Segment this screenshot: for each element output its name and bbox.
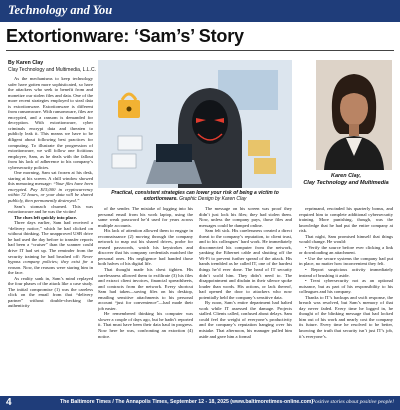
article-column-4 [299,206,393,390]
author-photo [316,60,392,170]
author-name: Karen Clay, [330,173,362,179]
publication-info: The Baltimore Times / The Annapolis Times, September 12 - 18, 2025 (www.baltimoretimes-online.com) [60,399,314,405]
c4-p6: Thanks to IT’s backups and swift response, the breach was resolved, but Sam’s memory of that day never faded. Every time he logged in, he thought of the blinking message that had locked him out of his work and nearly cost the company its future. Every time he resolved to be better, knowing the truth that security isn’t just IT’s job, it’s everyone’s. [299,294,393,339]
author-title: Clay Technology and Multimedia [303,179,389,186]
hooded-hacker-illustration [98,60,292,188]
article-column-3 [199,206,292,390]
c1-p1-text: One morning, Sam sat frozen at his desk, staring at his screen. A chill window showed this menacing message: [8,170,93,187]
hacker-illustration [98,60,292,188]
c1-p1 [8,170,93,203]
illustration-caption [98,190,292,202]
c2-p3: He remembered thinking his computer was slower a couple of days ago, but he hadn’t reported it. That must have been their data haul in progress. Now here he was, confronting an extortion (4) notice. [98,311,193,339]
c4-p5: • Treat cybersecurity not as an optional nuisance, but as part of his responsibility to his colleagues and his company. [299,278,393,295]
article-headline: Extortionware: ‘Sam’s’ Story [6,26,244,46]
page-number: 4 [6,397,12,408]
article-column-2 [98,206,193,390]
c4-p4: • Report suspicious activity immediately instead of brushing it aside. [299,267,393,278]
author-portrait [316,60,392,170]
author-organization: Clay Technology and Multimedia, L.L.C. [8,67,97,73]
c1-p5-tail: Now, the reasons were staring him in the face. [8,264,93,276]
c1-p1-quote: “Your files have been encrypted. Pay $15,000 in cryptocurrency within 72 hours, or your data will be shared publicly, then permanently destroyed.” [8,181,93,204]
c1-p4: The clues left quickly into place. [14,214,78,220]
c3-p0: The message on his screen was proof they didn’t just lock his files; they had stolen them. Now, unless the company pays, those files and messages could be dumped online. [199,206,292,228]
caption-credit: Graphic Design by Karen Clay [179,196,247,202]
author-photo-caption [299,173,393,186]
c3-p1: Sam felt sick. His carelessness created a direct threat to the company’s reputation, to client trust, and to his colleagues’ hard work. He immediately disconnected his computer from the network, yanking the Ethernet cable and shutting off the Wi-Fi to prevent further spread of the attack. His hands trembled as he called IT, one of the hardest things he’d ever done. The head of IT security didn’t scold him. They didn’t need to. The disappointment and disdain in their silence spoke louder than words. His actions, or lack thereof, had opened the door to attackers who now potentially held the company’s sensitive data. [199,228,292,300]
footer-tagline: Positive stories about positive people! [311,399,394,405]
c1-p5-italic: Never bypass company policies; they exist for a reason. [8,253,93,270]
c1-p5-text: Three days earlier, Sam had received a “delivery notice,” which he had clicked on without thinking. The unapproved USB drive he had used the day before to transfer reports had been a “cruiser” than the scanner could drive IT had set up. The reminder from the security training he had brushed off: [8,220,93,259]
c1-p3: Sam’s stomach churned. This was extortionware and he was the victim! [8,203,93,215]
section-title: Technology and You [8,3,113,17]
page-footer [0,396,400,410]
c3-p2: By noon, Sam’s entire department had halted work while IT assessed the damage. Projects stalled. Clients called, confused about delays. Sam could feel the weight of everyone’s productivity and the company’s reputation hanging over his mistake. That afternoon, his manager pulled him aside and gave him a formal [199,300,292,339]
c4-p0: reprimand, rescinded his quarterly bonus, and required him to complete additional cybersecurity training. More punishing, though, was the knowledge that he had put the entire company at risk. [299,206,393,234]
c2-p0: of the sender. The mistake of logging into his personal email from his work laptop, using the same weak password he’d used for years across multiple accounts. [98,206,193,228]
headline-rule [6,50,394,51]
c4-p1: That night, Sam promised himself that things would change. He would: [299,233,393,245]
section-banner [0,0,400,22]
article-byline: By Karen Clay [8,60,44,66]
c2-p2: That thought made his chest tighten. His carelessness allowed them to exfiltrate (3) his files and extract client invoices, financial spreadsheets, and contracts from the network. Every shortcut Sam had taken—saving files on his desktop, emailing sensitive attachments to his personal account “just for convenience”—had made their job easier. [98,267,193,311]
article-column-1 [8,76,93,390]
c4-p3: • Use the secure systems the company had put in place, no matter how inconvenient they felt. [299,255,393,267]
c4-p2: • Verify the source before ever clicking a link or downloading an attachment. [299,244,393,256]
c1-p0: As the mechanisms to keep technology safer have gotten more sophisticated, so have the attackers who seek to benefit from and monetize our stolen files and data. One of the more recent strategies employed to steal data is extortionware. Extortionware is different from ransomware. With ransomware, files are encrypted, and a ransom is demanded for decryption. With extortionware, cyber criminals encrypt data and threaten to publicly leak it. This means we have to be diligent about following best practices for computing. To illustrate the progression of extortionware, we will follow one fictitious employee, Sam, as he deals with the fallout from his lack of adherence to his company’s cybersecurity policies. [8,76,93,170]
caption-text: Practical, consistent strategies can lower your risk of being a victim to extortionware. [111,190,279,202]
c1-p8: As reality sank in, Sam’s mind replayed the four phases of the attack like a case study. The initial compromise (1) was the careless click on the email from that “delivery partner” without double-checking the authenticity [8,275,93,309]
c1-p5 [8,220,93,275]
c2-p1: His lack of attention allowed them to engage in reconnaissance (2) moving through the company network to map out his shared drives, probe for reused passwords, watch his keystrokes and discover that his company credentials matched the personal ones. His negligence had handed those both halves of his digital life. [98,228,193,267]
